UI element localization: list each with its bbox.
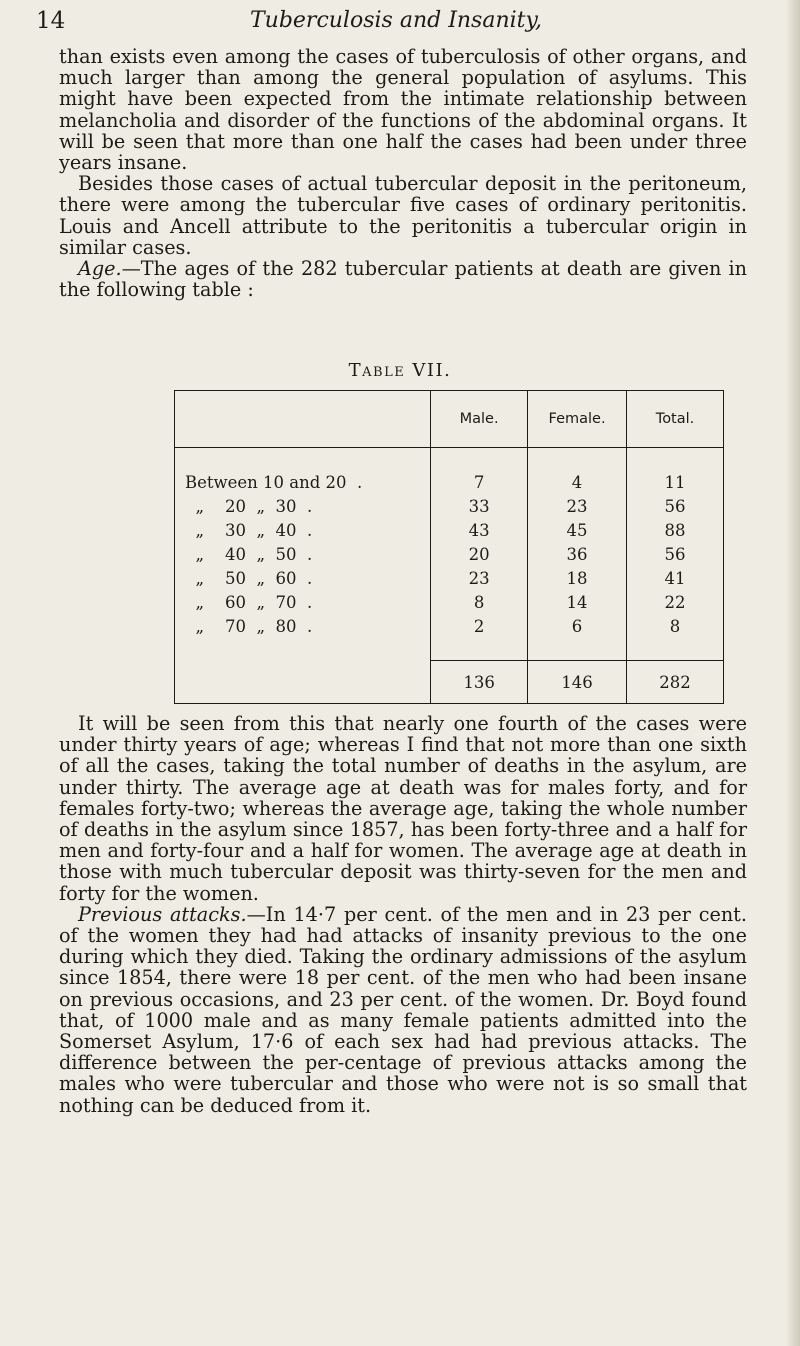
paragraph: than exists even among the cases of tuberculosis of other organs, and much larger than among the general population of asylums. This might have been expected from the intimate relationship between melancholia and disorder of the functions of the abdominal organs. It will be seen that more than one half the cases had been under three years insane. <box>59 45 747 175</box>
header-total: Total. <box>627 391 724 448</box>
header-blank-cell <box>175 391 431 448</box>
table-row <box>175 566 724 590</box>
male-count: 43 <box>431 518 528 542</box>
paragraph: It will be seen from this that nearly one fourth of the cases were under thirty years of age; whereas I find that not more than one sixth of all the cases, taking the total number of deaths in the asylum, are under thirty. The average age at death was for males forty, and for females forty-two; whereas the average age, taking the whole number of deaths in the asylum since 1857, has been forty-three and a half for men and forty-four and a half for women. The average age at death in those with much tubercular deposit was thirty-seven for the men and forty for the women. <box>59 712 747 905</box>
male-count: 2 <box>431 614 528 638</box>
age-table <box>174 390 724 704</box>
male-count: 20 <box>431 542 528 566</box>
total-count: 88 <box>627 518 724 542</box>
table-row <box>175 614 724 638</box>
totals-row <box>175 661 724 704</box>
age-range-label: „ 70 „ 80 . <box>175 614 431 638</box>
total-female: 146 <box>528 661 627 704</box>
male-count: 23 <box>431 566 528 590</box>
female-count: 6 <box>528 614 627 638</box>
total-count: 11 <box>627 470 724 494</box>
total-count: 22 <box>627 590 724 614</box>
table-header-row <box>175 391 724 448</box>
female-count: 18 <box>528 566 627 590</box>
text-block-bottom <box>59 713 747 1116</box>
male-count: 33 <box>431 494 528 518</box>
male-count: 7 <box>431 470 528 494</box>
header-male: Male. <box>431 391 528 448</box>
running-title: Tuberculosis and Insanity, <box>249 8 542 33</box>
age-lead: Age. <box>78 257 122 281</box>
text-block-top <box>59 46 747 300</box>
total-count: 41 <box>627 566 724 590</box>
table-body <box>175 448 724 661</box>
total-count: 56 <box>627 494 724 518</box>
table-row <box>175 470 724 494</box>
totals-blank-cell <box>175 661 431 704</box>
female-count: 45 <box>528 518 627 542</box>
previous-attacks-paragraph <box>59 904 747 1116</box>
age-range-label: Between 10 and 20 . <box>175 470 431 494</box>
previous-attacks-text: —In 14·7 per cent. of the men and in 23 per cent. of the women they had had attacks of insanity previous to the one during which they died. Taking the ordinary admissions of the asylum since 1854, there were 18 per cent. of the men who had been insane on previous occasions, and 23 per cent. of the women. Dr. Boyd found that, of 1000 male and as many female patients admitted into the Somerset Asylum, 17·6 of each sex had had previous attacks. The difference between the per-centage of previous attacks among the males who were tubercular and those who were not is so small that nothing can be deduced from it. <box>59 902 747 1117</box>
table-row <box>175 590 724 614</box>
page-header <box>36 6 756 42</box>
paragraph: Besides those cases of actual tubercular deposit in the peritoneum, there were among the tubercular five cases of ordinary peritonitis. Louis and Ancell attribute to the peritonitis a tubercular origin in similar cases. <box>59 172 747 259</box>
total-male: 136 <box>431 661 528 704</box>
female-count: 23 <box>528 494 627 518</box>
age-range-label: „ 50 „ 60 . <box>175 566 431 590</box>
age-range-label: „ 40 „ 50 . <box>175 542 431 566</box>
age-range-label: „ 60 „ 70 . <box>175 590 431 614</box>
age-text: —The ages of the 282 tubercular patients at death are given in the following table : <box>59 257 747 302</box>
female-count: 4 <box>528 470 627 494</box>
total-count: 56 <box>627 542 724 566</box>
table-title: Table VII. <box>348 360 452 381</box>
total-count: 8 <box>627 614 724 638</box>
age-range-label: „ 30 „ 40 . <box>175 518 431 542</box>
page-number: 14 <box>36 8 66 34</box>
table-row <box>175 494 724 518</box>
age-paragraph <box>59 258 747 300</box>
age-range-label: „ 20 „ 30 . <box>175 494 431 518</box>
previous-attacks-lead: Previous attacks. <box>78 902 247 926</box>
table-row <box>175 542 724 566</box>
female-count: 14 <box>528 590 627 614</box>
table-row <box>175 518 724 542</box>
page-edge-shadow <box>786 0 800 1346</box>
male-count: 8 <box>431 590 528 614</box>
header-female: Female. <box>528 391 627 448</box>
total-all: 282 <box>627 661 724 704</box>
female-count: 36 <box>528 542 627 566</box>
